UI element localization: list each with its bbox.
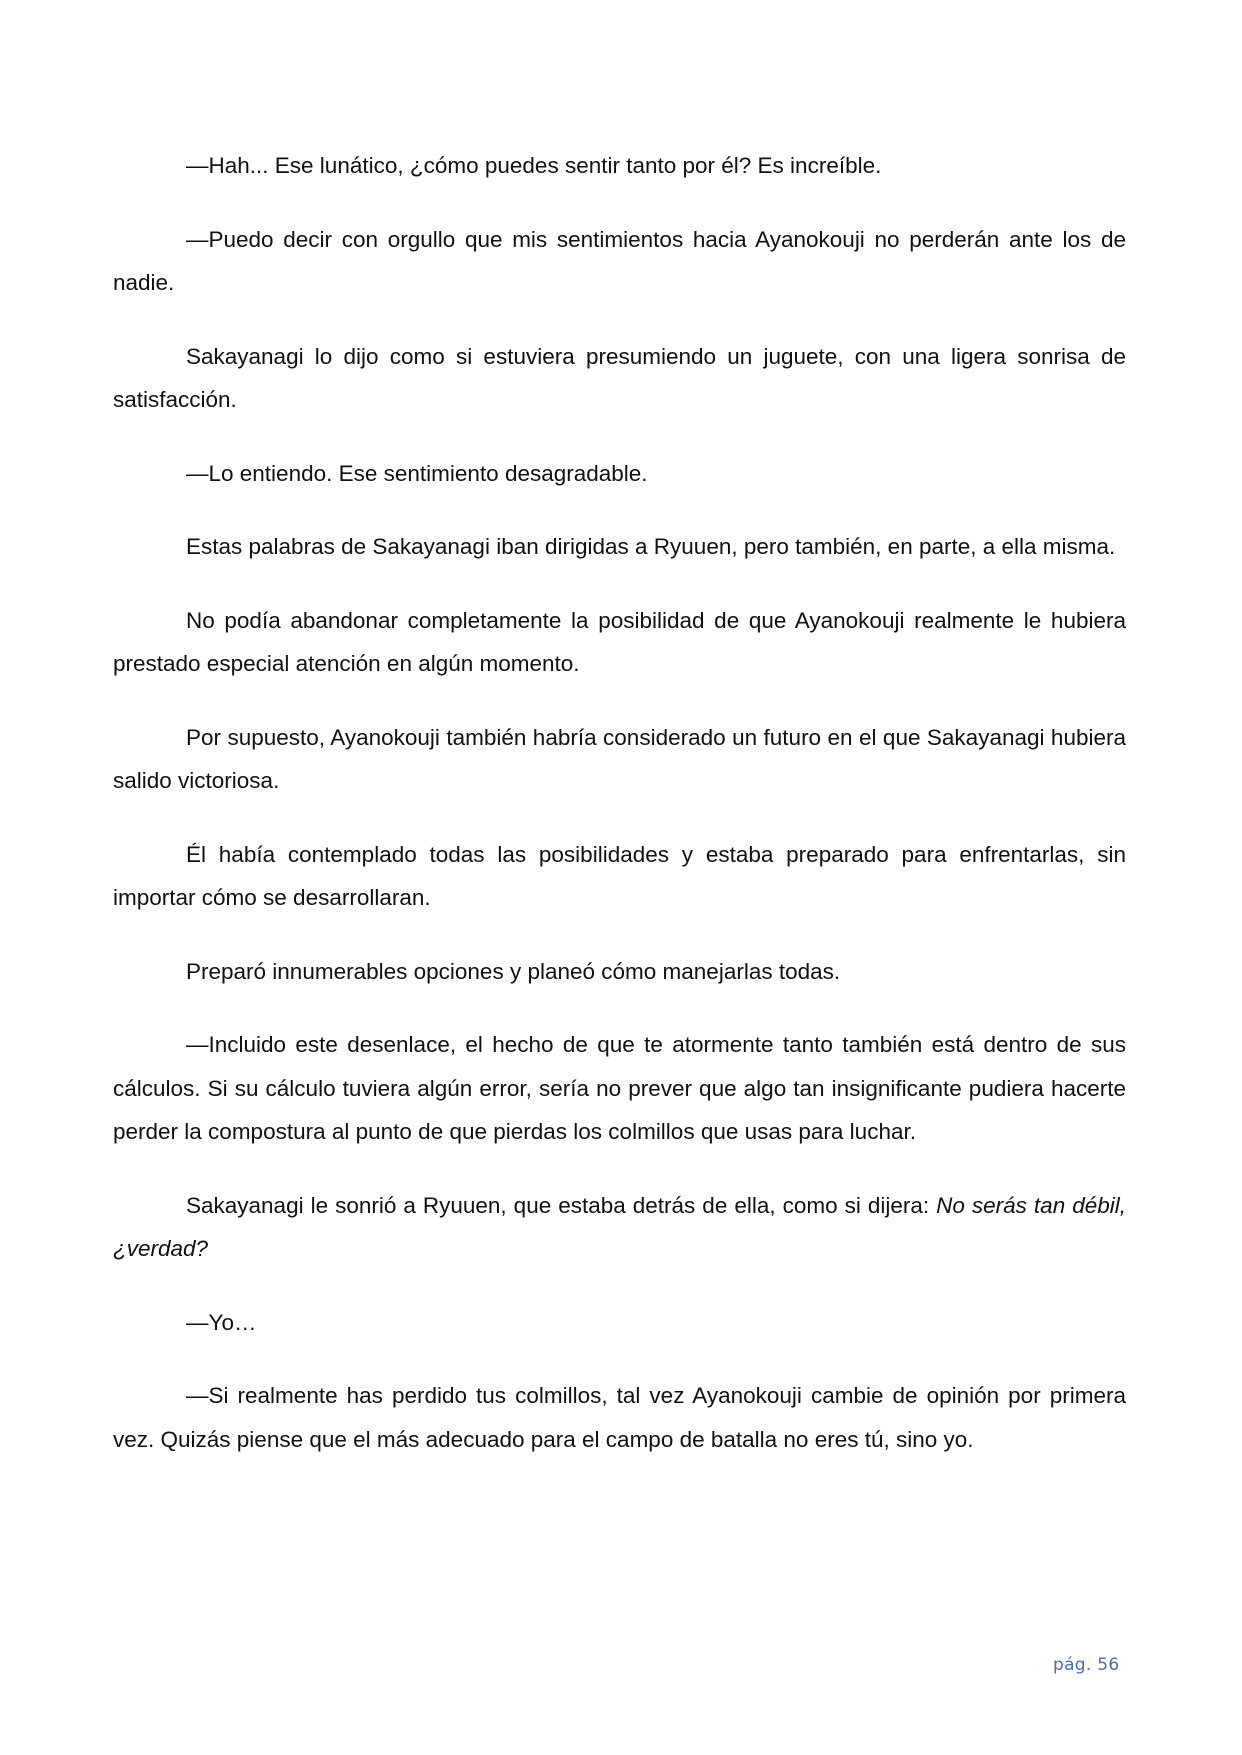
paragraph: —Si realmente has perdido tus colmillos, tal vez Ayanokouji cambie de opinión por primera vez. Quizás piense que el más adecuado para el campo de batalla no eres tú, sino yo. xyxy=(113,1383,1126,1452)
paragraph-text: Sakayanagi le sonrió a Ryuuen, que estaba detrás de ella, como si dijera: xyxy=(186,1192,937,1218)
paragraph: Sakayanagi lo dijo como si estuviera presumiendo un juguete, con una ligera sonrisa de satisfacción. xyxy=(113,343,1126,412)
paragraph: Por supuesto, Ayanokouji también habría considerado un futuro en el que Sakayanagi hubiera salido victoriosa. xyxy=(113,724,1126,793)
paragraph: Preparó innumerables opciones y planeó cómo manejarlas todas. xyxy=(186,958,841,984)
paragraph: —Incluido este desenlace, el hecho de que te atormente tanto también está dentro de sus cálculos. Si su cálculo tuviera algún error, sería no prever que algo tan insignificante pudiera hacerte perder la compostura al punto de que pierdas los colmillos que usas para luchar. xyxy=(113,1032,1126,1144)
document-page xyxy=(113,144,1126,1491)
paragraph-with-italic xyxy=(113,1184,1126,1271)
paragraph: Estas palabras de Sakayanagi iban dirigidas a Ryuuen, pero también, en parte, a ella misma. xyxy=(186,534,1116,559)
paragraph: Él había contemplado todas las posibilidades y estaba preparado para enfrentarlas, sin importar cómo se desarrollaran. xyxy=(113,841,1126,910)
paragraph: —Puedo decir con orgullo que mis sentimientos hacia Ayanokouji no perderán ante los de nadie. xyxy=(113,226,1126,295)
paragraph: No podía abandonar completamente la posibilidad de que Ayanokouji realmente le hubiera prestado especial atención en algún momento. xyxy=(113,607,1126,676)
italic-thought: No serás tan débil, ¿verdad? xyxy=(113,1192,1126,1261)
paragraph: —Hah... Ese lunático, ¿cómo puedes sentir tanto por él? Es increíble. xyxy=(186,153,882,178)
paragraph: —Lo entiendo. Ese sentimiento desagradable. xyxy=(186,460,648,486)
paragraph: —Yo… xyxy=(186,1309,257,1335)
page-number: pág. 56 xyxy=(1053,1655,1120,1675)
